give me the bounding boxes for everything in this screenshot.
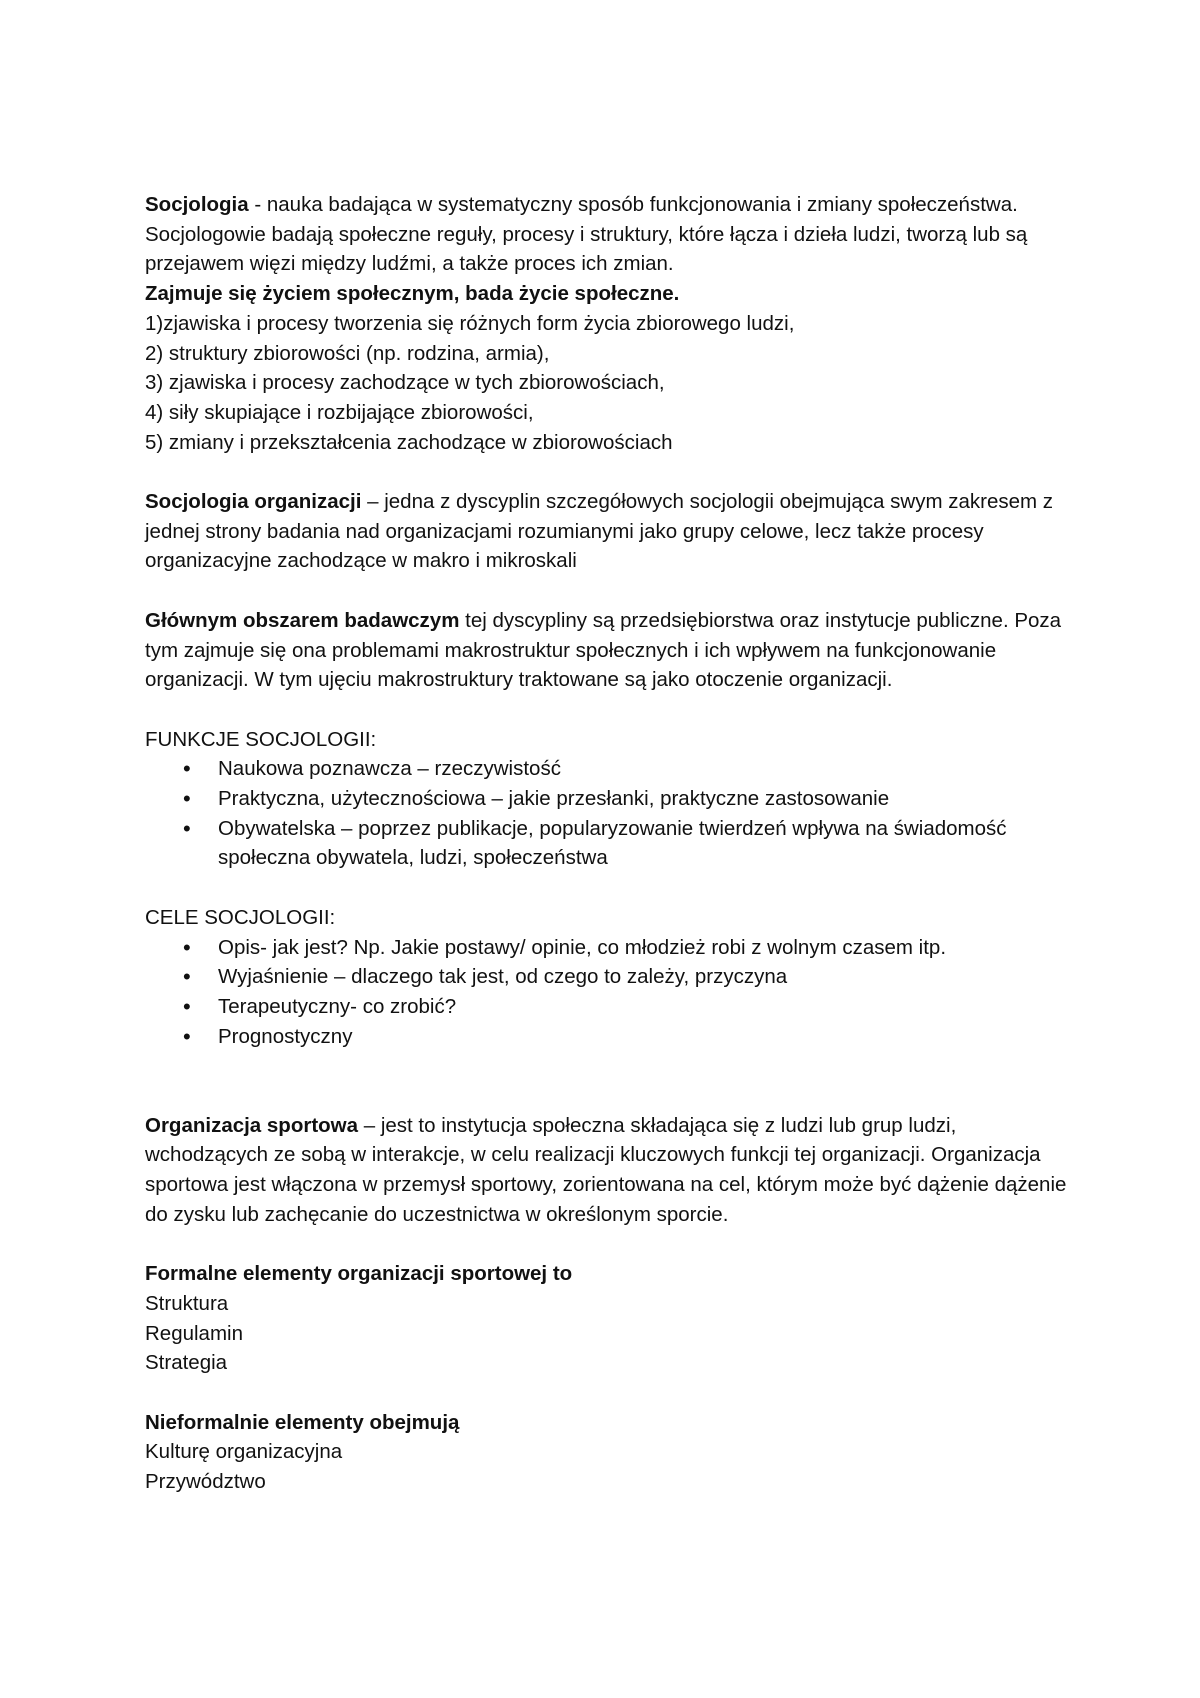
formal-item: Regulamin: [145, 1321, 243, 1345]
list-item: • Naukowa poznawcza – rzeczywistość: [218, 754, 1085, 784]
org-sociology-paragraph: [145, 487, 1085, 576]
spacer: [145, 1230, 1085, 1260]
informal-item: Kulturę organizacyjna: [145, 1440, 343, 1464]
research-area-paragraph: [145, 606, 1085, 695]
sport-org-paragraph: [145, 1111, 1085, 1230]
informal-item: Przywództwo: [145, 1470, 266, 1494]
intro-item: 4) siły skupiające i rozbijające zbiorowości,: [145, 400, 534, 424]
list-item: • Wyjaśnienie – dlaczego tak jest, od czego to zależy, przyczyna: [218, 962, 1085, 992]
goals-heading: CELE SOCJOLOGII:: [145, 905, 336, 929]
intro-item: 2) struktury zbiorowości (np. rodzina, armia),: [145, 341, 550, 365]
spacer: [145, 576, 1085, 606]
intro-item: 1)zjawiska i procesy tworzenia się różnych form życia zbiorowego ludzi,: [145, 311, 795, 335]
spacer: [145, 873, 1085, 903]
formal-item: Struktura: [145, 1291, 229, 1315]
formal-item: Strategia: [145, 1351, 228, 1375]
list-item: • Opis- jak jest? Np. Jakie postawy/ opinie, co młodzież robi z wolnym czasem itp.: [218, 933, 1085, 963]
intro-term: Socjologia: [145, 193, 249, 216]
formal-heading: Formalne elementy organizacji sportowej to: [145, 1262, 573, 1286]
document-page: [145, 190, 1085, 1497]
functions-list: [145, 754, 1085, 873]
list-item: • Obywatelska – poprzez publikacje, popularyzowanie twierdzeń wpływa na świadomość społeczna obywatela, ludzi, społeczeństwa: [218, 814, 1085, 873]
sport-org-term: Organizacja sportowa: [145, 1113, 359, 1137]
spacer: [145, 695, 1085, 725]
intro-definition: - nauka badająca w systematyczny sposób funkcjonowania i zmiany społeczeństwa. Socjologowie badają społeczne reguły, procesy i struktury, które łącza i dzieła ludzi, tworzą lub są przejawem więzi między ludźmi, a także proces ich zmian.: [145, 193, 1028, 276]
list-item: • Terapeutyczny- co zrobić?: [218, 992, 1085, 1022]
functions-heading: FUNKCJE SOCJOLOGII:: [145, 727, 377, 751]
research-area-term: Głównym obszarem badawczym: [145, 608, 460, 632]
org-sociology-definition: – jedna z dyscyplin szczegółowych socjologii obejmująca swym zakresem z jednej strony badania nad organizacjami rozumianymi jako grupy celowe, lecz także procesy organizacyjne zachodzące w makro i mikroskali: [145, 490, 1054, 573]
intro-subheading: Zajmuje się życiem społecznym, bada życie społeczne.: [145, 282, 680, 306]
informal-heading: Nieformalnie elementy obejmują: [145, 1410, 460, 1434]
list-item: • Praktyczna, użytecznościowa – jakie przesłanki, praktyczne zastosowanie: [218, 784, 1085, 814]
spacer: [145, 457, 1085, 487]
sport-org-definition: – jest to instytucja społeczna składająca się z ludzi lub grup ludzi, wchodzących ze sobą w interakcje, w celu realizacji kluczowych funkcji tej organizacji. Organizacja sportowa jest włączona w przemysł sportowy, zorientowana na cel, którym może być dążenie dążenie do zysku lub zachęcanie do uczestnictwa w określonym sporcie.: [145, 1113, 1067, 1226]
spacer: [145, 1378, 1085, 1408]
org-sociology-term: Socjologia organizacji: [145, 490, 362, 514]
list-item: • Prognostyczny: [218, 1022, 1085, 1052]
intro-item: 5) zmiany i przekształcenia zachodzące w zbiorowościach: [145, 430, 673, 454]
research-area-text: tej dyscypliny są przedsiębiorstwa oraz instytucje publiczne. Poza tym zajmuje się ona problemami makrostruktur społecznych i ich wpływem na funkcjonowanie organizacji. W tym ujęciu makrostruktury traktowane są jako otoczenie organizacji.: [145, 608, 1062, 692]
goals-list: [145, 933, 1085, 1052]
spacer: [145, 1051, 1085, 1110]
intro-item: 3) zjawiska i procesy zachodzące w tych zbiorowościach,: [145, 371, 665, 395]
intro-paragraph: [145, 190, 1085, 279]
